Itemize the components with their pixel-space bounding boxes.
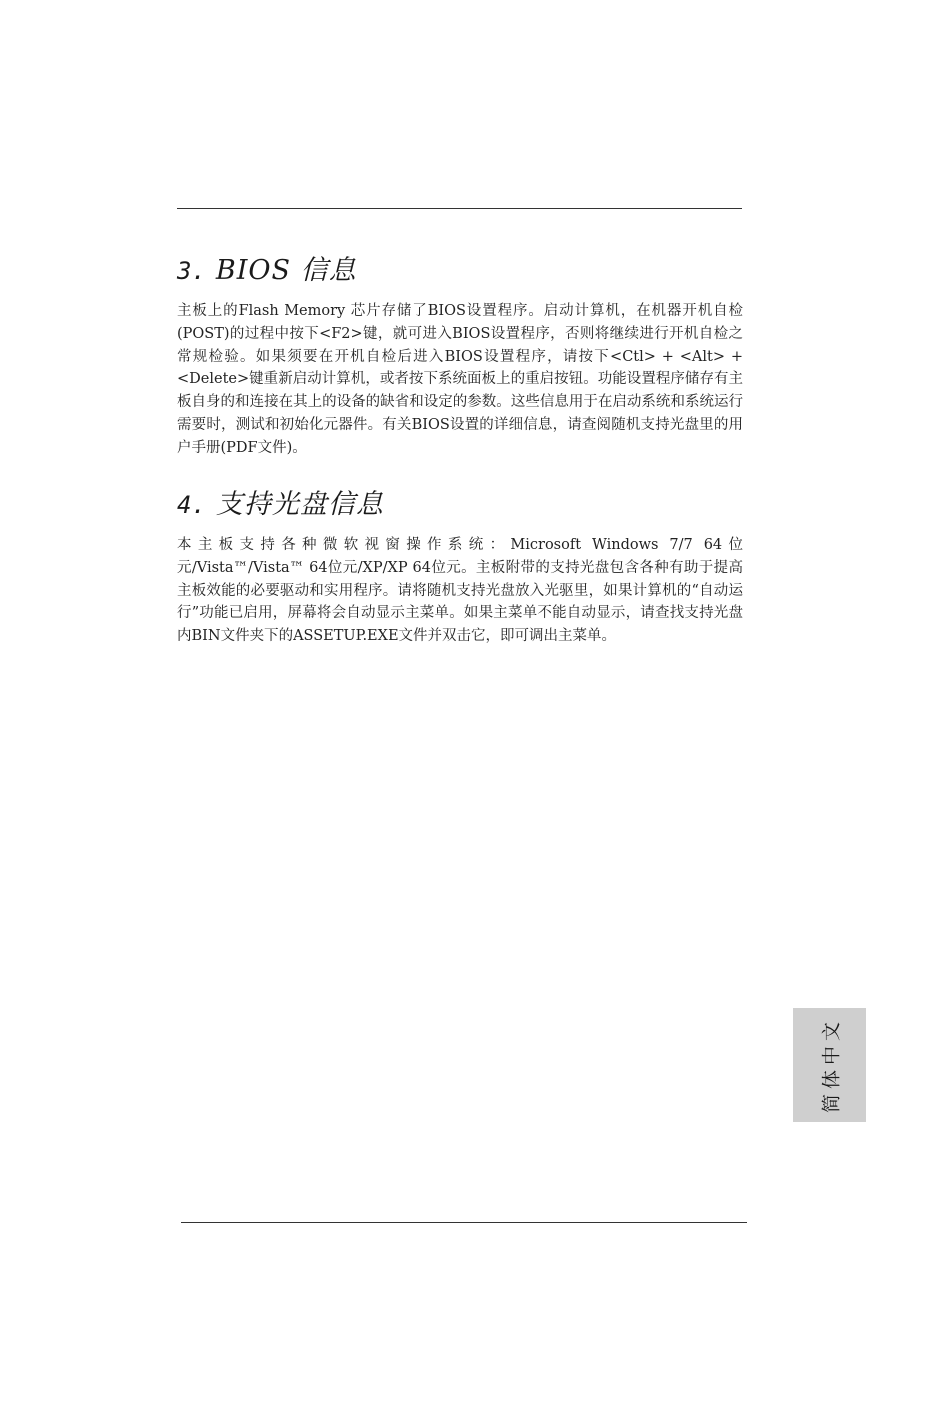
section-bios-info bbox=[177, 252, 743, 460]
section-support-cd-info bbox=[177, 486, 743, 648]
top-divider bbox=[177, 208, 742, 209]
section-heading-support-cd bbox=[177, 486, 743, 524]
section-title: BIOS 信息 bbox=[215, 255, 357, 286]
section-heading-bios bbox=[177, 252, 743, 290]
language-side-tab bbox=[793, 1008, 866, 1122]
section-number: 3. bbox=[177, 257, 206, 285]
language-tab-label: 简体中文 bbox=[820, 1016, 842, 1114]
section-title: 支持光盘信息 bbox=[215, 489, 384, 520]
section-body-bios: 主板上的Flash Memory 芯片存储了BIOS设置程序。启动计算机，在机器开机自检(POST)的过程中按下<F2>键，就可进入BIOS设置程序，否则将继续进行开机自检之常规检验。如果须要在开机自检后进入BIOS设置程序，请按下<Ctl> + <Alt> + <Delete>键重新启动计算机，或者按下系统面板上的重启按钮。功能设置程序储存有主板自身的和连接在其上的设备的缺省和设定的参数。这些信息用于在启动系统和系统运行需要时，测试和初始化元器件。有关BIOS设置的详细信息，请查阅随机支持光盘里的用户手册(PDF文件)。 bbox=[177, 303, 743, 456]
section-number: 4. bbox=[177, 491, 206, 519]
section-body-support-cd: 本主板支持各种微软视窗操作系统：Microsoft Windows 7/7 64位元/Vista™/Vista™ 64位元/XP/XP 64位元。主板附带的支持光盘包含各种有助于提高主板效能的必要驱动和实用程序。请将随机支持光盘放入光驱里，如果计算机的“自动运行”功能已启用，屏幕将会自动显示主菜单。如果主菜单不能自动显示，请查找支持光盘内BIN文件夹下的ASSETUP.EXE文件并双击它，即可调出主菜单。 bbox=[177, 537, 743, 645]
bottom-divider bbox=[181, 1222, 747, 1223]
